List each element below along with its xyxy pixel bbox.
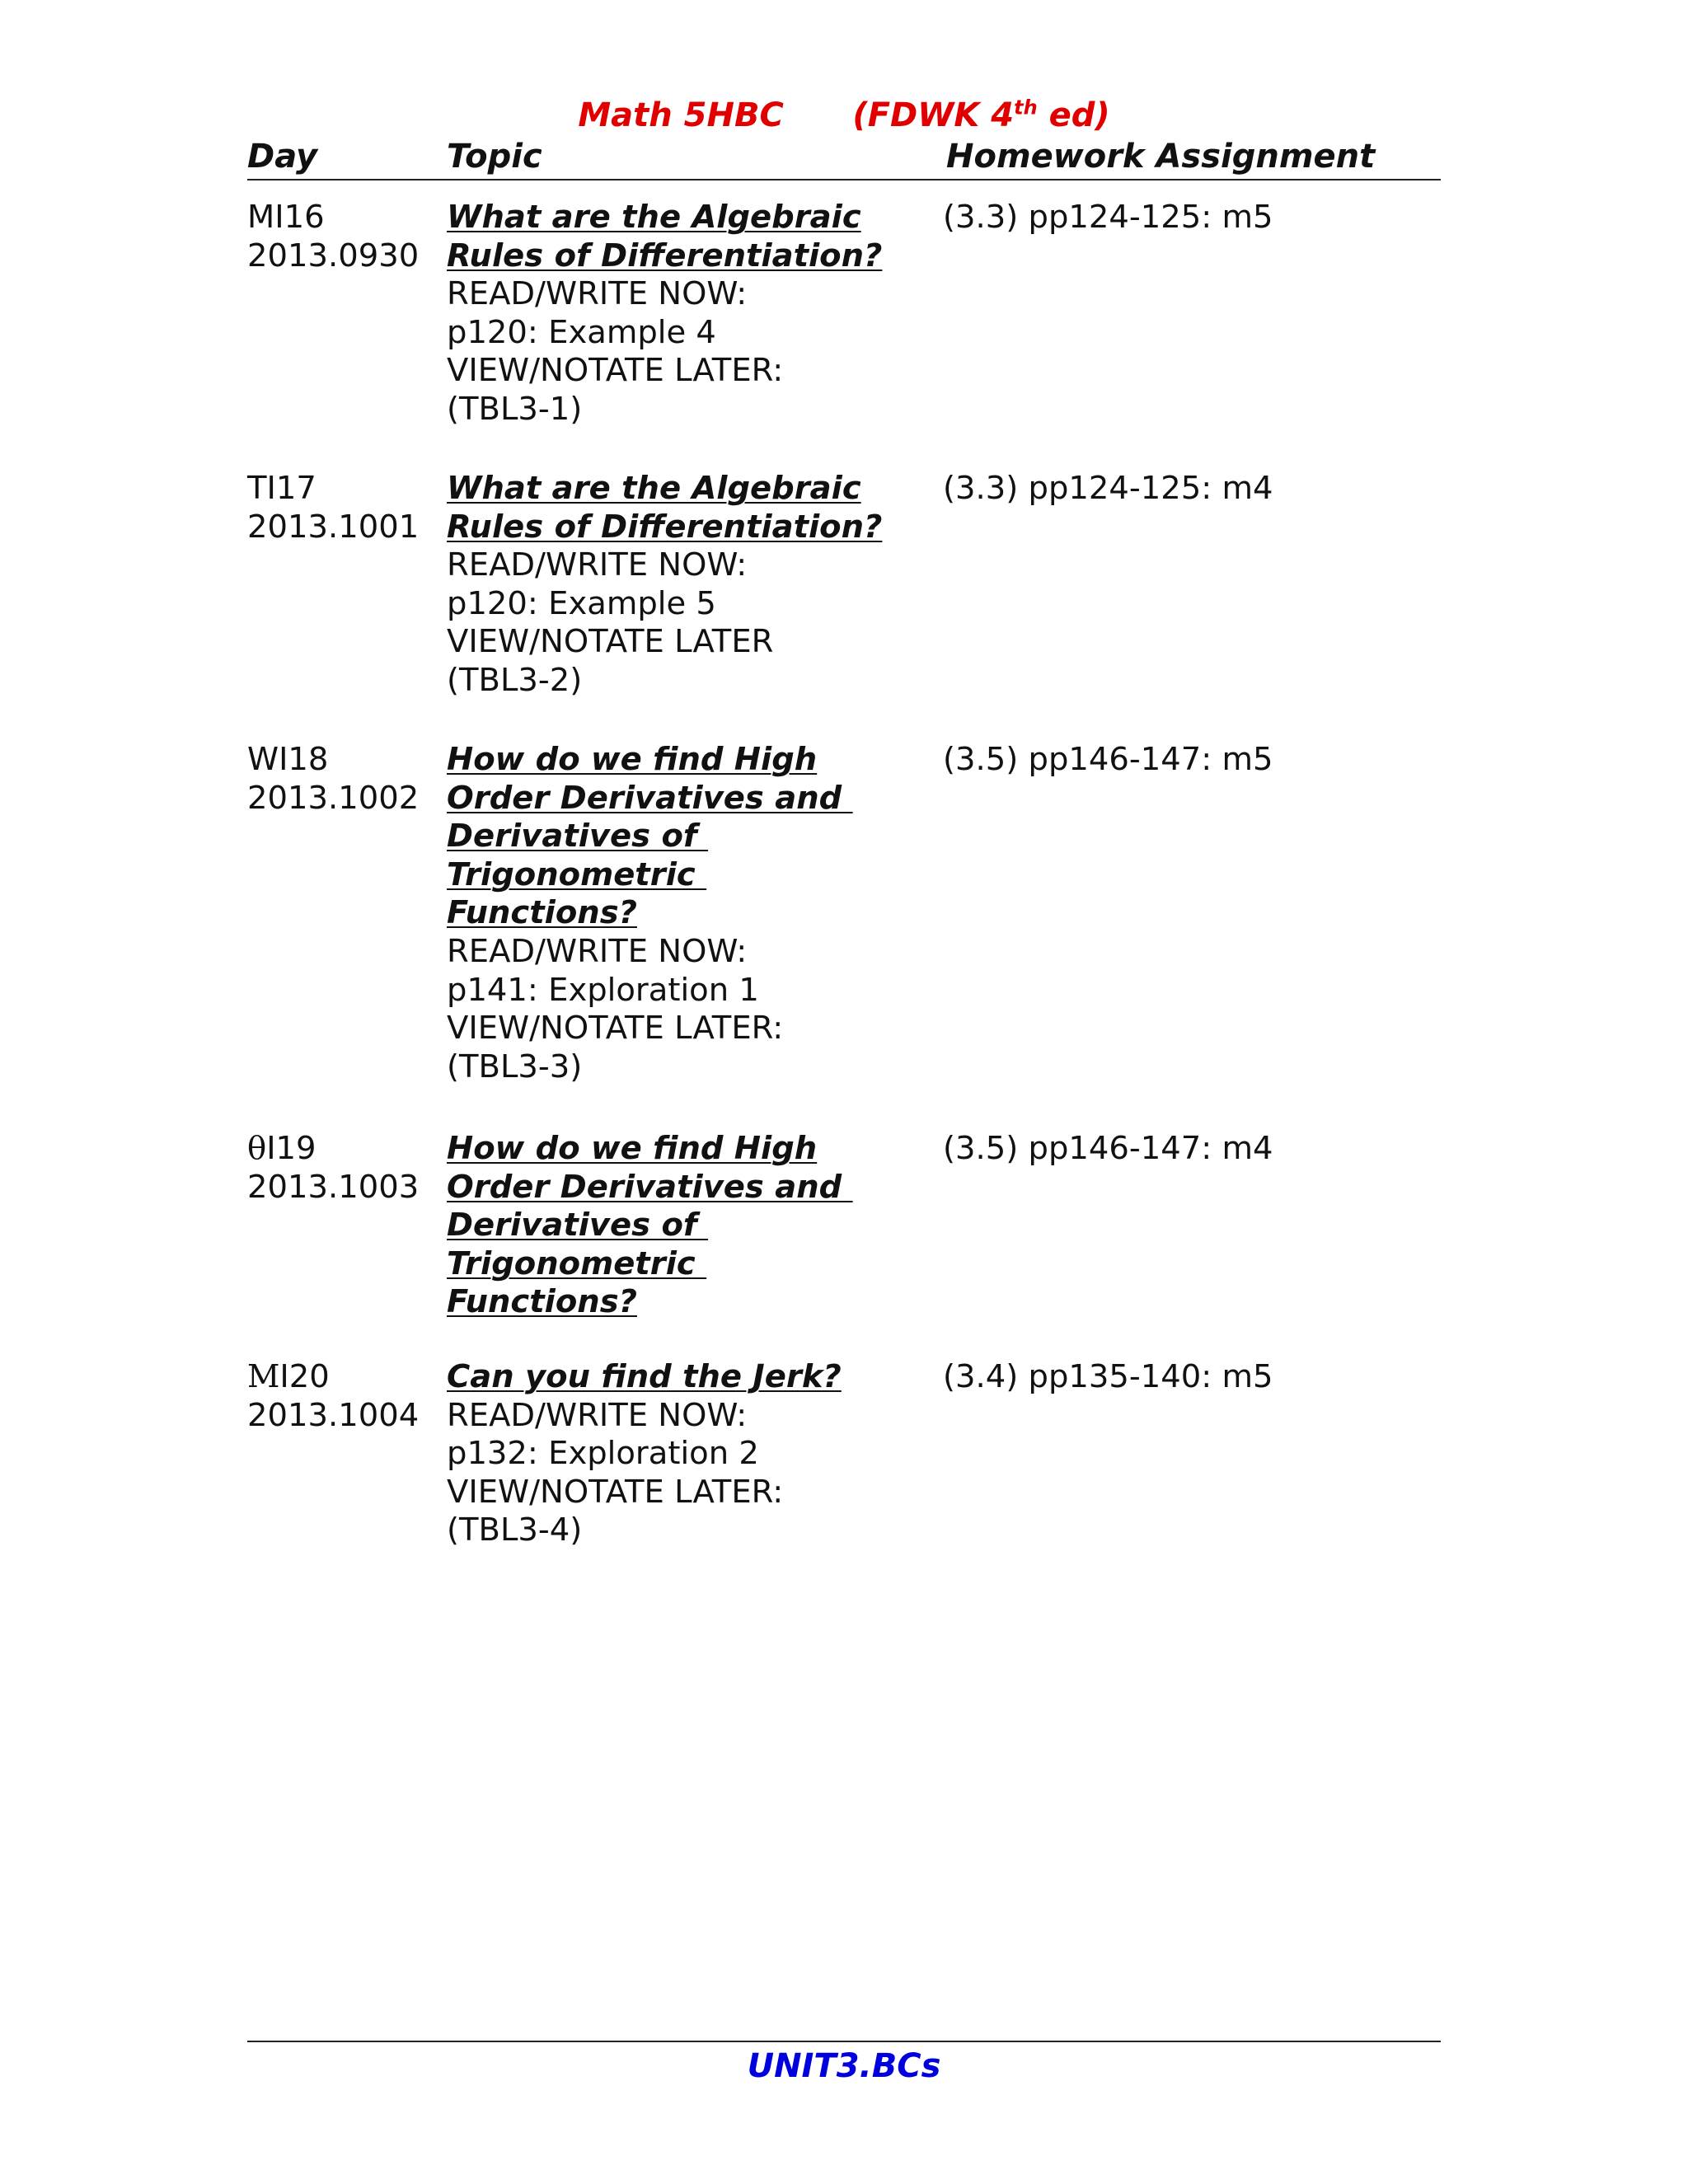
day-code: MI16 xyxy=(247,199,325,236)
read-label: READ/WRITE NOW: xyxy=(447,275,748,313)
day-code: TI17 xyxy=(247,470,316,507)
homework-cell: (3.4) pp135-140: m5 xyxy=(943,1358,1273,1395)
topic-question: Order Derivatives and xyxy=(447,779,853,817)
topic-question: What are the Algebraic xyxy=(447,470,861,507)
topic-cell xyxy=(447,1130,941,1322)
view-item: (TBL3-4) xyxy=(447,1511,583,1549)
day-code: WI18 xyxy=(247,741,329,778)
homework-cell: (3.3) pp124-125: m5 xyxy=(943,199,1273,236)
column-header-topic: Topic xyxy=(447,138,542,176)
view-label: VIEW/NOTATE LATER: xyxy=(447,352,784,390)
topic-question: What are the Algebraic xyxy=(447,199,861,236)
column-header-day: Day xyxy=(247,138,318,176)
footer-divider xyxy=(247,2041,1441,2042)
day-date: 2013.0930 xyxy=(247,237,420,274)
read-label: READ/WRITE NOW: xyxy=(447,1396,748,1434)
homework-cell: (3.5) pp146-147: m4 xyxy=(943,1130,1273,1167)
view-item: (TBL3-3) xyxy=(447,1047,583,1085)
topic-question: How do we find High xyxy=(447,741,818,778)
day-date: 2013.1003 xyxy=(247,1168,420,1206)
topic-cell xyxy=(447,741,941,1086)
view-item: (TBL3-2) xyxy=(447,661,583,699)
day-date: 2013.1004 xyxy=(247,1396,420,1434)
read-item: p120: Example 4 xyxy=(447,313,716,351)
read-label: READ/WRITE NOW: xyxy=(447,546,748,584)
day-code: θI19 xyxy=(247,1130,316,1167)
topic-question: Derivatives of xyxy=(447,818,709,855)
homework-cell: (3.5) pp146-147: m5 xyxy=(943,741,1273,778)
read-item: p132: Exploration 2 xyxy=(447,1435,759,1473)
view-label: VIEW/NOTATE LATER: xyxy=(447,1473,784,1511)
column-header-homework: Homework Assignment xyxy=(946,138,1376,176)
day-cell xyxy=(247,741,445,818)
topic-question: Trigonometric xyxy=(447,855,707,893)
topic-question: Order Derivatives and xyxy=(447,1168,853,1206)
textbook-edition: (FDWK 4th ed) xyxy=(852,96,1110,134)
page-title xyxy=(0,95,1688,136)
topic-question: Rules of Differentiation? xyxy=(447,508,883,546)
day-date: 2013.1001 xyxy=(247,508,420,546)
topic-question: Can you find the Jerk? xyxy=(447,1358,842,1395)
day-code: MI20 xyxy=(247,1358,330,1395)
topic-question: Trigonometric xyxy=(447,1244,707,1282)
read-label: READ/WRITE NOW: xyxy=(447,932,748,970)
day-cell xyxy=(247,199,445,275)
view-label: VIEW/NOTATE LATER xyxy=(447,623,774,661)
day-cell xyxy=(247,1130,445,1207)
day-cell xyxy=(247,1358,445,1435)
view-label: VIEW/NOTATE LATER: xyxy=(447,1010,784,1047)
course-name: Math 5HBC xyxy=(578,96,784,134)
topic-cell xyxy=(447,199,941,429)
topic-question: Derivatives of xyxy=(447,1207,709,1244)
topic-question: How do we find High xyxy=(447,1130,818,1167)
topic-question: Rules of Differentiation? xyxy=(447,237,883,274)
view-item: (TBL3-1) xyxy=(447,390,583,428)
topic-cell xyxy=(447,1358,941,1550)
footer-unit-label: UNIT3.BCs xyxy=(747,2047,941,2085)
homework-cell: (3.3) pp124-125: m4 xyxy=(943,470,1273,507)
read-item: p120: Example 5 xyxy=(447,584,716,622)
topic-question: Functions? xyxy=(447,894,637,932)
day-date: 2013.1002 xyxy=(247,779,420,817)
day-cell xyxy=(247,470,445,546)
read-item: p141: Exploration 1 xyxy=(447,971,759,1009)
column-headers xyxy=(247,136,1441,177)
topic-cell xyxy=(447,470,941,701)
header-divider xyxy=(247,179,1441,180)
topic-question: Functions? xyxy=(447,1283,637,1321)
